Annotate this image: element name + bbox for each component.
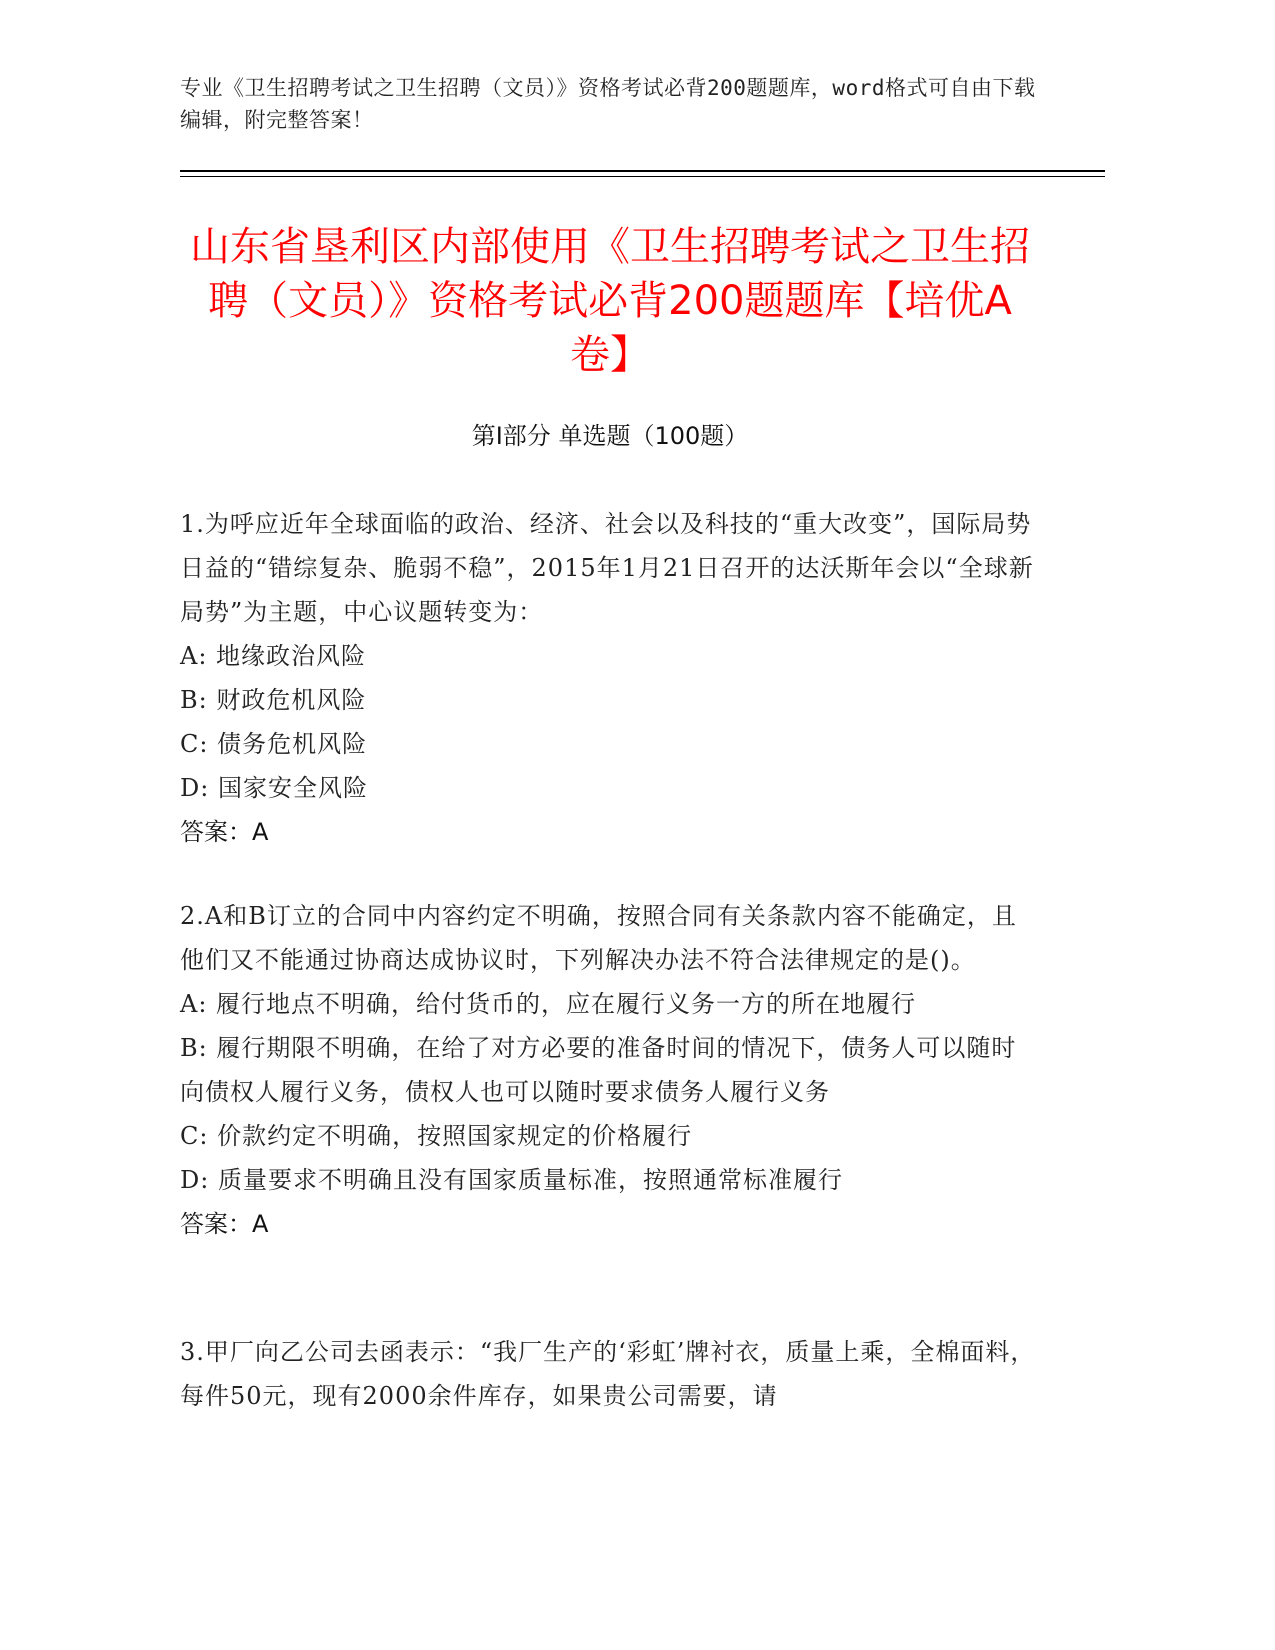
option-b: B: 履行期限不明确，在给了对方必要的准备时间的情况下，债务人可以随时向债权人履行义务，债权人也可以随时要求债务人履行义务	[180, 1034, 1017, 1106]
option-d: D: 质量要求不明确且没有国家质量标准，按照通常标准履行	[180, 1166, 843, 1194]
option-d: D: 国家安全风险	[180, 774, 368, 802]
option-a: A: 履行地点不明确，给付货币的，应在履行义务一方的所在地履行	[180, 990, 917, 1018]
question-stem: 2.A和B订立的合同中内容约定不明确，按照合同有关条款内容不能确定，且他们又不能通过协商达成协议时，下列解决办法不符合法律规定的是()。	[180, 902, 1017, 974]
question-3	[180, 1330, 1040, 1418]
option-c: C: 债务危机风险	[180, 730, 368, 758]
document-title: 山东省垦利区内部使用《卫生招聘考试之卫生招聘（文员）》资格考试必背200题题库【培优A卷】	[190, 224, 1030, 378]
option-a: A: 地缘政治风险	[180, 642, 367, 670]
section-heading: 第Ⅰ部分 单选题（100题）	[471, 422, 749, 450]
question-1	[180, 502, 1040, 854]
answer: 答案：A	[180, 818, 269, 846]
header-divider-thin	[180, 176, 1105, 177]
header-divider-thick	[180, 170, 1105, 172]
question-2	[180, 894, 1040, 1246]
answer: 答案：A	[180, 1210, 269, 1238]
header-note: 专业《卫生招聘考试之卫生招聘（文员）》资格考试必背200题题库，word格式可自由下载编辑，附完整答案！	[180, 76, 1036, 132]
question-stem: 3.甲厂向乙公司去函表示：“我厂生产的‘彩虹’牌衬衣，质量上乘，全棉面料，每件50元，现有2000余件库存，如果贵公司需要，请	[180, 1338, 1036, 1410]
option-b: B: 财政危机风险	[180, 686, 367, 714]
option-c: C: 价款约定不明确，按照国家规定的价格履行	[180, 1122, 693, 1150]
question-stem: 1.为呼应近年全球面临的政治、经济、社会以及科技的“重大改变”，国际局势日益的“错综复杂、脆弱不稳”，2015年1月21日召开的达沃斯年会以“全球新局势”为主题，中心议题转变为：	[180, 510, 1034, 626]
